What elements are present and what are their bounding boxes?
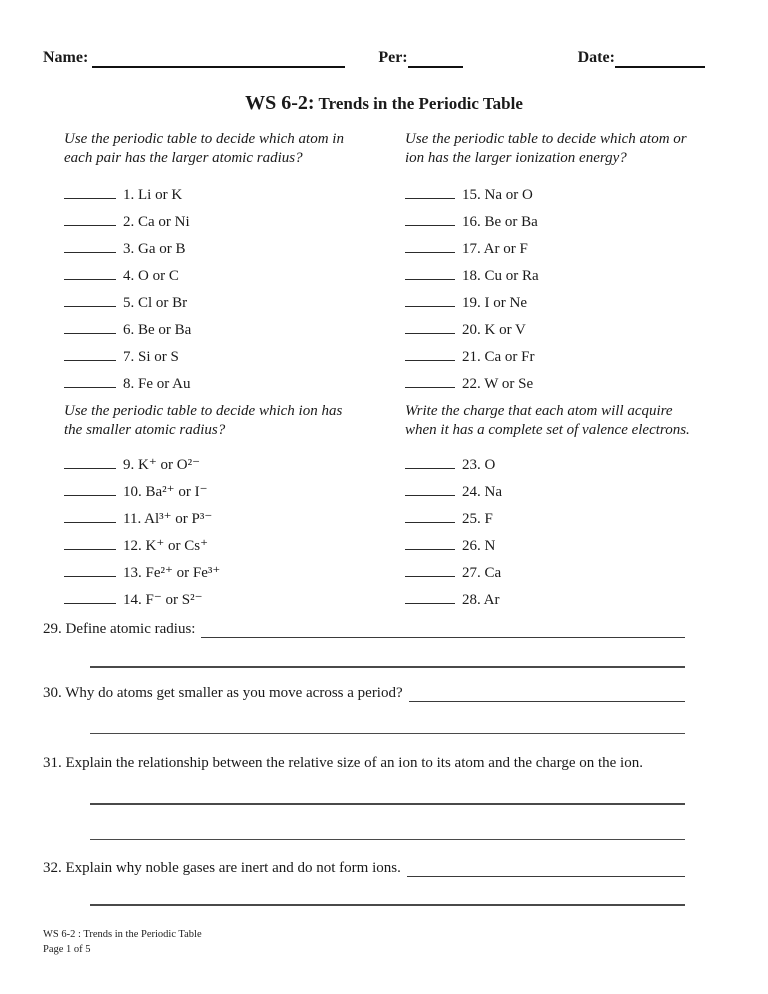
item-row (405, 344, 717, 371)
date-field-blank[interactable] (615, 52, 705, 68)
item-label: 1. Li or K (123, 187, 183, 203)
item-row (405, 371, 717, 398)
answer-blank[interactable] (405, 320, 455, 334)
instruction-line: when it has a complete set of valence electrons. (405, 422, 690, 438)
item-label: 26. N (462, 538, 496, 554)
answer-line[interactable] (90, 803, 685, 805)
instruction-ionization-energy (405, 130, 717, 168)
title-rest: Trends in the Periodic Table (318, 94, 523, 113)
answer-blank[interactable] (64, 347, 116, 361)
question-32 (43, 859, 725, 877)
item-label: 5. Cl or Br (123, 295, 188, 311)
instruction-atomic-radius (64, 130, 379, 168)
item-label: 13. Fe²⁺ or Fe³⁺ (123, 565, 221, 581)
answer-blank[interactable] (64, 374, 116, 388)
answer-blank[interactable] (407, 859, 685, 877)
question-label: 31. Explain the relationship between the relative size of an ion to its atom and the charge on the ion. (43, 755, 643, 771)
answer-blank[interactable] (64, 590, 116, 604)
answer-blank[interactable] (64, 563, 116, 577)
answer-blank[interactable] (405, 563, 455, 577)
left-column (43, 130, 405, 614)
item-label: 23. O (462, 457, 496, 473)
item-label: 16. Be or Ba (462, 214, 538, 230)
item-row (64, 236, 379, 263)
item-label: 17. Ar or F (462, 241, 528, 257)
instruction-line: Write the charge that each atom will acquire (405, 403, 673, 419)
item-label: 4. O or C (123, 268, 179, 284)
item-label: 27. Ca (462, 565, 502, 581)
item-label: 20. K or V (462, 322, 526, 338)
item-label: 2. Ca or Ni (123, 214, 190, 230)
answer-blank[interactable] (405, 185, 455, 199)
page-footer (43, 927, 725, 957)
answer-blank[interactable] (405, 239, 455, 253)
item-row (64, 344, 379, 371)
instruction-line: the smaller atomic radius? (64, 422, 226, 438)
instruction-ion-smaller-radius (64, 402, 379, 440)
item-label: 8. Fe or Au (123, 376, 191, 392)
item-row (405, 452, 717, 479)
answer-line[interactable] (90, 839, 685, 841)
item-row (405, 182, 717, 209)
item-label: 12. K⁺ or Cs⁺ (123, 538, 209, 554)
item-row (405, 317, 717, 344)
right-column (405, 130, 725, 614)
answer-blank[interactable] (64, 212, 116, 226)
instruction-line: Use the periodic table to decide which atom or (405, 131, 687, 147)
instruction-valence-charge (405, 402, 717, 440)
item-row (64, 371, 379, 398)
answer-blank[interactable] (64, 239, 116, 253)
item-row (405, 479, 717, 506)
item-label: 28. Ar (462, 592, 500, 608)
item-row (64, 587, 379, 614)
item-label: 15. Na or O (462, 187, 533, 203)
item-row (405, 506, 717, 533)
item-row (405, 533, 717, 560)
answer-line[interactable] (90, 666, 685, 668)
item-label: 19. I or Ne (462, 295, 527, 311)
item-row (405, 560, 717, 587)
item-label: 21. Ca or Fr (462, 349, 535, 365)
answer-blank[interactable] (405, 266, 455, 280)
item-row (64, 479, 379, 506)
answer-line[interactable] (90, 904, 685, 906)
questions-section (43, 620, 725, 906)
header-row (43, 48, 725, 68)
item-label: 7. Si or S (123, 349, 179, 365)
item-row (64, 290, 379, 317)
instruction-line: Use the periodic table to decide which atom in (64, 131, 344, 147)
answer-blank[interactable] (64, 455, 116, 469)
item-label: 24. Na (462, 484, 502, 500)
answer-blank[interactable] (64, 266, 116, 280)
answer-blank[interactable] (64, 536, 116, 550)
answer-blank[interactable] (405, 374, 455, 388)
name-label: Name: (43, 49, 89, 66)
answer-blank[interactable] (405, 482, 455, 496)
answer-blank[interactable] (405, 293, 455, 307)
sections-columns (43, 130, 725, 614)
item-row (64, 263, 379, 290)
question-label: 29. Define atomic radius: (43, 621, 196, 637)
answer-blank[interactable] (64, 320, 116, 334)
item-label: 9. K⁺ or O²⁻ (123, 457, 200, 473)
answer-blank[interactable] (201, 620, 685, 638)
item-label: 11. Al³⁺ or P³⁻ (123, 511, 213, 527)
name-field-blank[interactable] (92, 52, 345, 68)
item-row (64, 533, 379, 560)
item-row (64, 506, 379, 533)
answer-blank[interactable] (409, 684, 685, 702)
item-row (64, 452, 379, 479)
answer-blank[interactable] (405, 536, 455, 550)
answer-line[interactable] (90, 733, 685, 735)
answer-blank[interactable] (405, 212, 455, 226)
answer-blank[interactable] (64, 293, 116, 307)
question-31 (43, 754, 725, 772)
answer-blank[interactable] (405, 509, 455, 523)
item-label: 3. Ga or B (123, 241, 186, 257)
question-label: 32. Explain why noble gases are inert and do not form ions. (43, 860, 401, 876)
item-row (405, 587, 717, 614)
item-row (405, 290, 717, 317)
item-label: 14. F⁻ or S²⁻ (123, 592, 203, 608)
instruction-line: each pair has the larger atomic radius? (64, 150, 303, 166)
footer-title: WS 6-2 : Trends in the Periodic Table (43, 928, 202, 940)
item-row (405, 209, 717, 236)
item-row (64, 560, 379, 587)
item-label: 25. F (462, 511, 493, 527)
answer-blank[interactable] (64, 509, 116, 523)
answer-blank[interactable] (64, 482, 116, 496)
question-29 (43, 620, 725, 638)
item-row (405, 263, 717, 290)
item-row (64, 317, 379, 344)
question-label: 30. Why do atoms get smaller as you move across a period? (43, 684, 403, 701)
item-label: 22. W or Se (462, 376, 534, 392)
answer-blank[interactable] (405, 347, 455, 361)
per-field-blank[interactable] (408, 52, 463, 68)
title-prefix: WS 6-2: (245, 92, 315, 114)
item-row (64, 182, 379, 209)
item-row (64, 209, 379, 236)
item-row (405, 236, 717, 263)
page-title (43, 90, 725, 118)
item-label: 6. Be or Ba (123, 322, 192, 338)
item-label: 18. Cu or Ra (462, 268, 539, 284)
footer-page-number: Page 1 of 5 (43, 943, 91, 955)
instruction-line: ion has the larger ionization energy? (405, 150, 627, 166)
instruction-line: Use the periodic table to decide which ion has (64, 403, 343, 419)
item-label: 10. Ba²⁺ or I⁻ (123, 484, 208, 500)
answer-blank[interactable] (64, 185, 116, 199)
per-label: Per: (378, 49, 408, 66)
answer-blank[interactable] (405, 590, 455, 604)
date-label: Date: (577, 49, 615, 66)
answer-blank[interactable] (405, 455, 455, 469)
question-30 (43, 684, 725, 702)
